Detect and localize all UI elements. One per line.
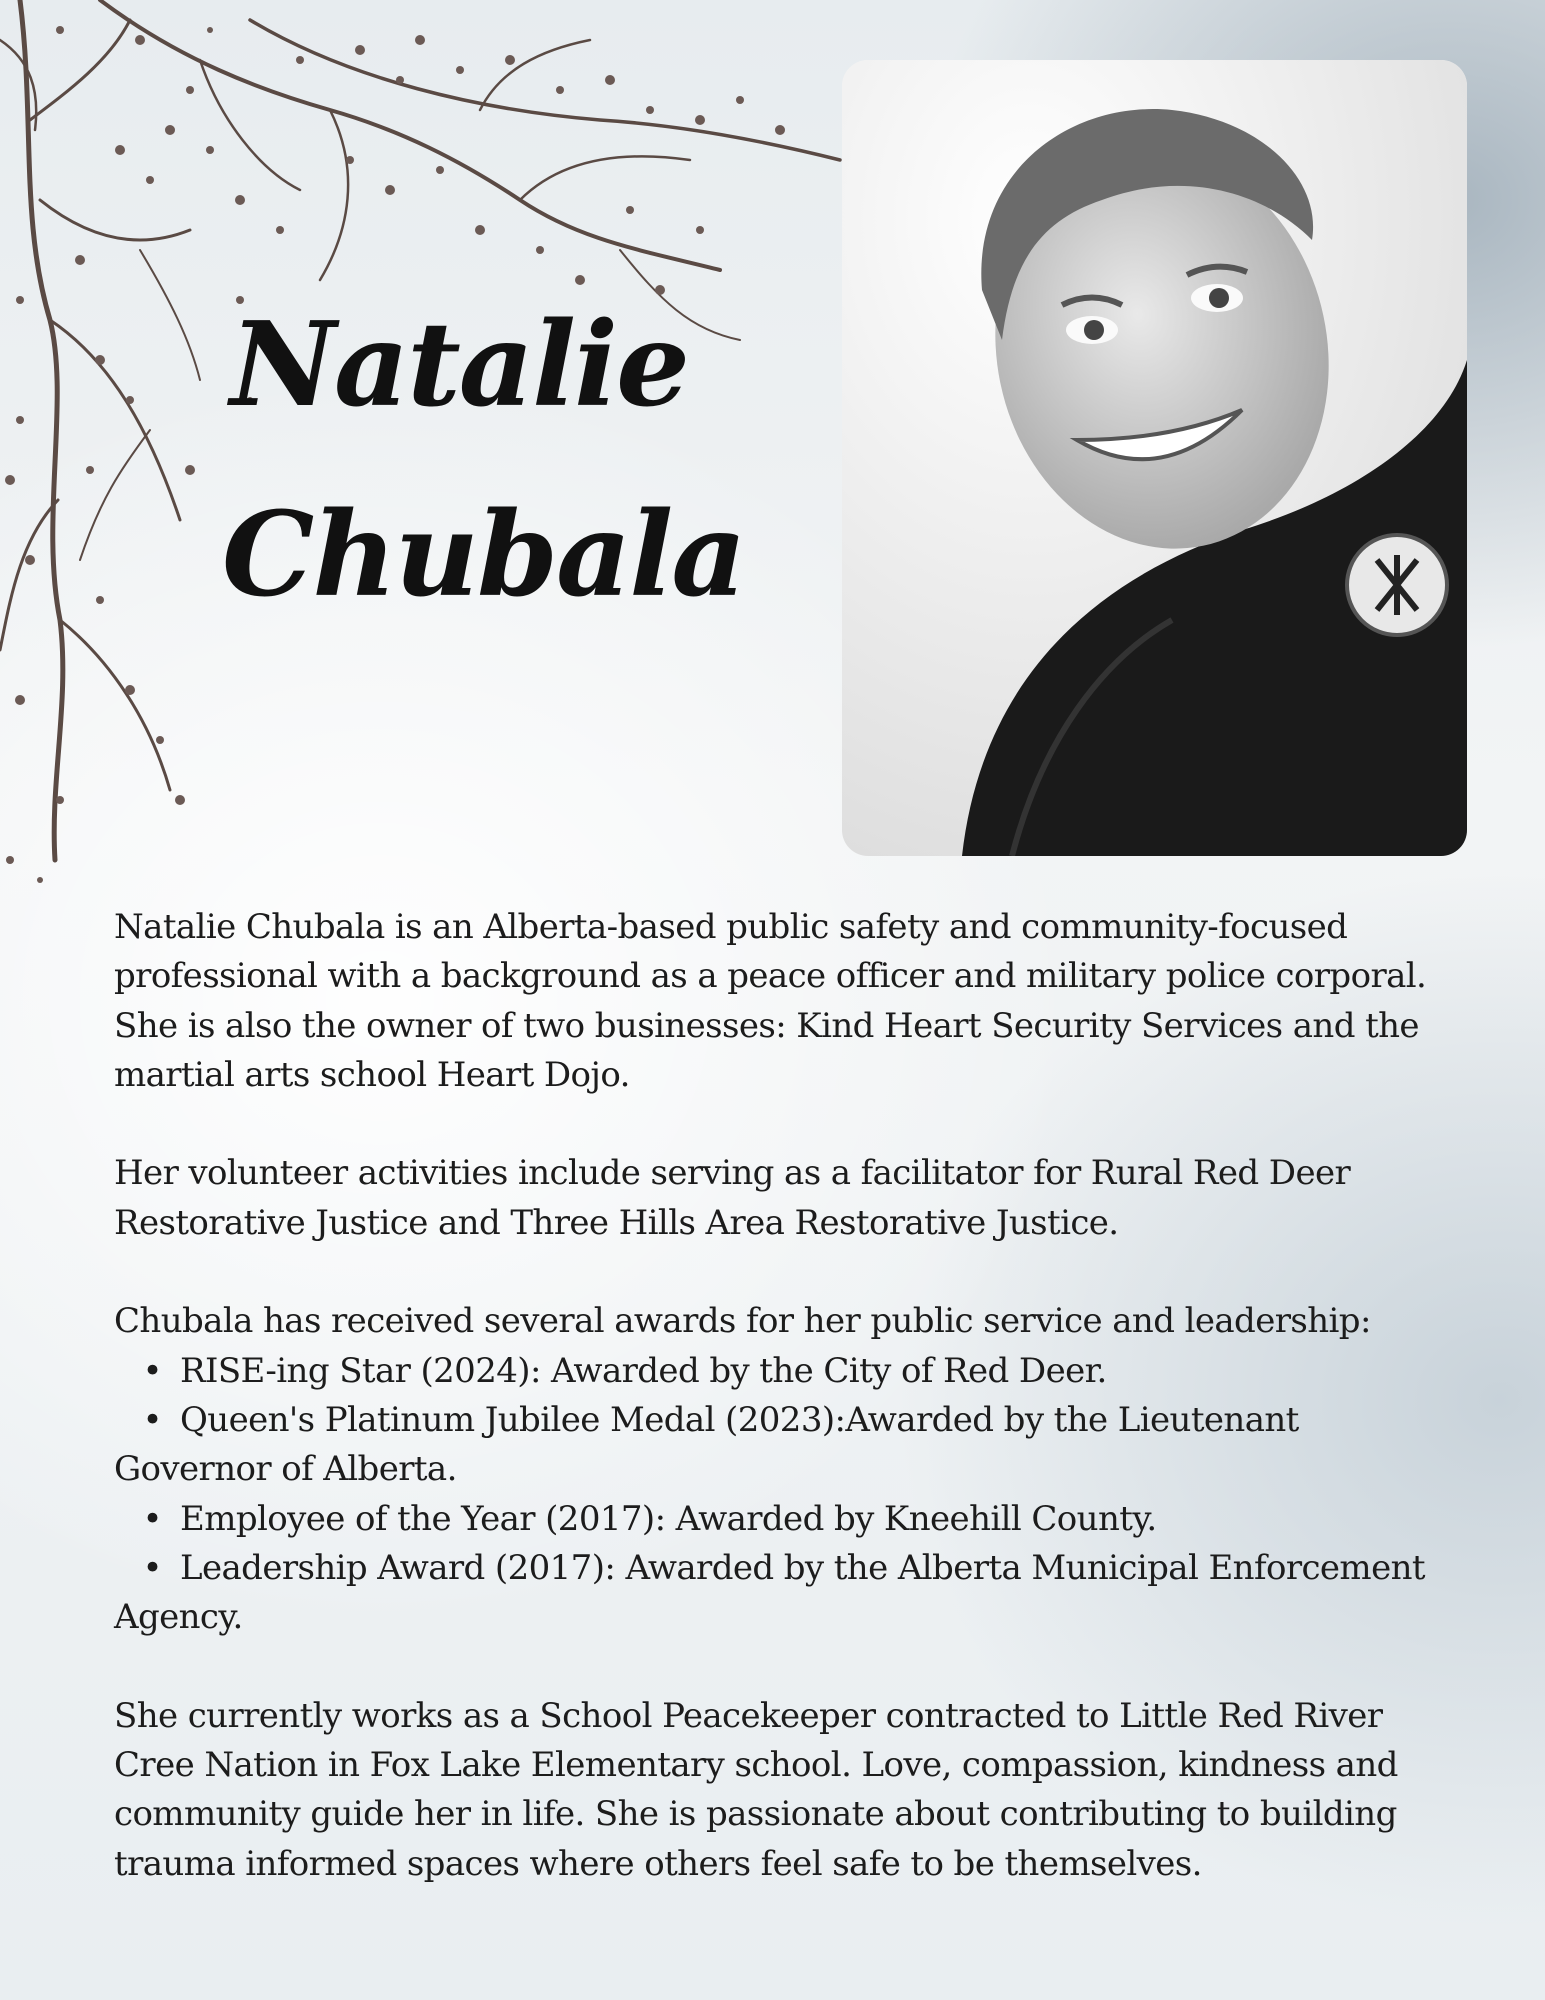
bio-paragraph-volunteer: Her volunteer activities include serving as a facilitator for Rural Red Deer Restorative Justice and Three Hills Area Restorative Justice. bbox=[114, 1153, 1351, 1243]
bio-paragraph-current-role: She currently works as a School Peacekeeper contracted to Little Red River Cree Nation in Fox Lake Elementary school. Love, compassion, kindness and community guide her in life. She is passionate about contributing to building trauma informed spaces where others feel safe to be themselves. bbox=[114, 1695, 1398, 1884]
award-item bbox=[114, 1347, 1454, 1396]
awards-intro: Chubala has received several awards for her public service and leadership: bbox=[114, 1301, 1371, 1342]
bullet-icon: • bbox=[142, 1547, 162, 1588]
bullet-icon: • bbox=[142, 1399, 162, 1440]
bullet-icon: • bbox=[142, 1498, 162, 1539]
portrait-illustration bbox=[842, 60, 1467, 856]
bullet-icon: • bbox=[142, 1350, 162, 1391]
bio-paragraph-intro: Natalie Chubala is an Alberta-based public safety and community-focused professional with a background as a peace officer and military police corporal. She is also the owner of two businesses: Kind Heart Security Services and the martial arts school Heart Dojo. bbox=[114, 907, 1427, 1095]
title-first-name: Natalie bbox=[230, 297, 688, 433]
page-title bbox=[222, 270, 790, 650]
title-last-name: Chubala bbox=[222, 487, 745, 623]
award-item bbox=[114, 1396, 1454, 1495]
portrait-photo bbox=[842, 60, 1467, 856]
award-item bbox=[114, 1544, 1454, 1643]
bio-text bbox=[114, 903, 1454, 1889]
award-item bbox=[114, 1495, 1454, 1544]
award-text: Queen's Platinum Jubilee Medal (2023):Awarded by the Lieutenant Governor of Alberta. bbox=[114, 1399, 1299, 1490]
award-text: Employee of the Year (2017): Awarded by Kneehill County. bbox=[180, 1498, 1157, 1539]
award-text: RISE-ing Star (2024): Awarded by the City of Red Deer. bbox=[180, 1350, 1107, 1391]
award-text: Leadership Award (2017): Awarded by the Alberta Municipal Enforcement Agency. bbox=[114, 1547, 1425, 1638]
